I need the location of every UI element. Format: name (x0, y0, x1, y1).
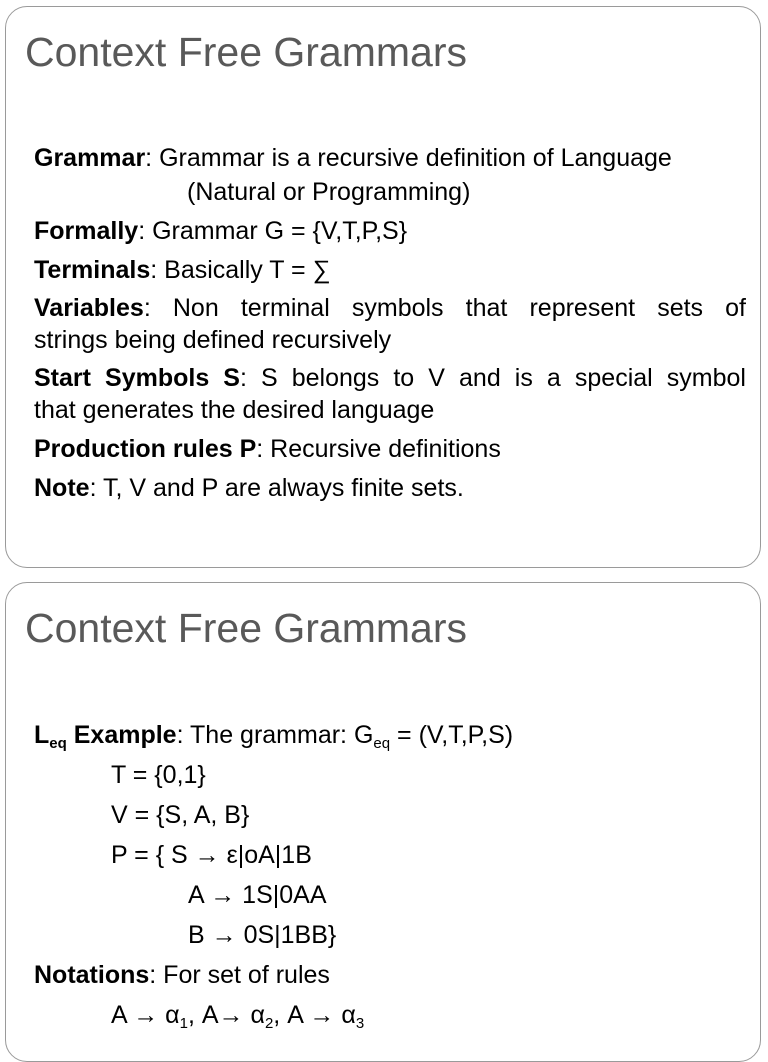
example-G-subscript: eq (373, 735, 391, 752)
start-definition-1: : S belongs to V and is a special symbol (239, 364, 746, 392)
slide-body (34, 715, 746, 1035)
slide-body (34, 141, 746, 511)
grammar-definition: : Grammar is a recursive definition of Language (145, 144, 672, 172)
variables-definition-2: strings being defined recursively (34, 326, 392, 354)
example-line (34, 715, 746, 755)
grammar-term: Grammar (34, 144, 146, 172)
terminals-set: T = {0,1} (111, 761, 206, 789)
terminals-definition: : Basically T = ∑ (150, 256, 331, 284)
grammar-paragraph (34, 141, 746, 209)
start-definition-2: that generates the desired language (34, 396, 435, 424)
variables-set: V = {S, A, B} (111, 801, 250, 829)
production-definition: : Recursive definitions (256, 435, 501, 463)
slide-title: Context Free Grammars (25, 29, 467, 75)
rule-alpha-2: , A→ α (187, 1001, 265, 1029)
notations-definition: : For set of rules (149, 961, 330, 989)
notations-term: Notations (34, 961, 150, 989)
formally-paragraph (34, 214, 746, 248)
formally-definition: : Grammar G = {V,T,P,S} (138, 217, 408, 245)
rule-alpha-3-subscript: 3 (355, 1015, 365, 1032)
note-term: Note (34, 474, 90, 502)
start-symbol-paragraph (34, 362, 746, 426)
start-line-1 (34, 362, 746, 394)
variables-term: Variables (34, 294, 144, 322)
variables-definition-1: : Non terminal symbols that represent sets of (143, 294, 746, 322)
rule-alpha-2-subscript: 2 (264, 1015, 274, 1032)
production-rule-2: A → 1S|0AA (188, 881, 327, 909)
note-definition: : T, V and P are always finite sets. (89, 474, 464, 502)
rule-alpha-1: A → α (111, 1001, 180, 1029)
rules-line (34, 995, 746, 1035)
slide-1 (5, 6, 761, 568)
terminals-paragraph (34, 253, 746, 287)
example-L-subscript: eq (49, 735, 67, 752)
production-rule-3: B → 0S|1BB} (188, 921, 337, 949)
rule-alpha-1-subscript: 1 (179, 1015, 188, 1032)
variables-line-1 (34, 292, 746, 324)
terminals-term: Terminals (34, 256, 151, 284)
slide-2 (5, 582, 761, 1062)
slide-title: Context Free Grammars (25, 605, 467, 651)
productions-line (34, 835, 746, 875)
example-definition-suffix: = (V,T,P,S) (390, 721, 514, 749)
example-definition-prefix: : The grammar: G (176, 721, 374, 749)
example-term: Example (66, 721, 177, 749)
production-paragraph (34, 432, 746, 466)
productions-prefix: P = { (111, 841, 172, 869)
start-term: Start Symbols S (34, 364, 240, 392)
note-paragraph (34, 471, 746, 505)
rule-alpha-3: , A → α (273, 1001, 356, 1029)
variables-paragraph (34, 292, 746, 356)
production-term: Production rules P (34, 435, 257, 463)
formally-term: Formally (34, 217, 139, 245)
notations-line (34, 955, 746, 995)
grammar-definition-continued: (Natural or Programming) (187, 178, 471, 206)
production-rule-1: S → ε|oA|1B (171, 841, 312, 869)
example-L: L (34, 721, 50, 749)
